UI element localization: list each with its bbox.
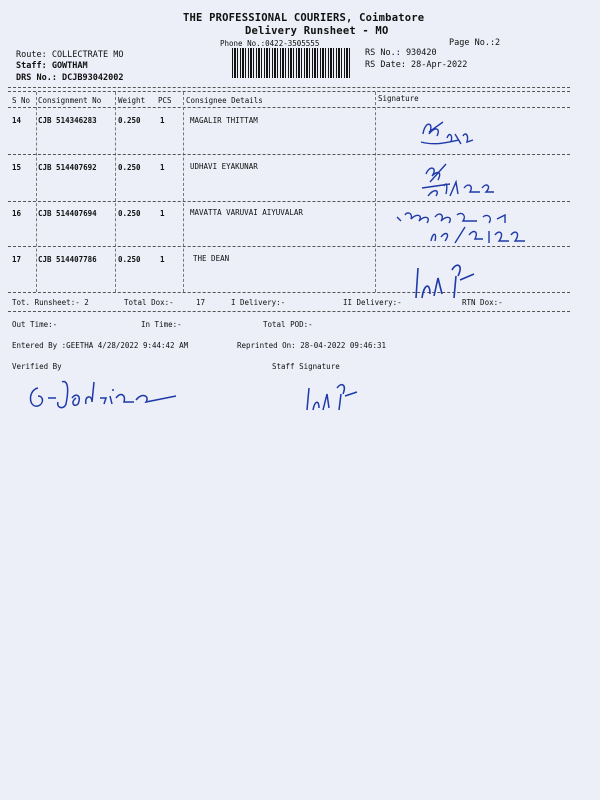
col-header-consignee: Consignee Details [186, 96, 263, 105]
col-divider [115, 92, 116, 292]
row-consignment: CJB 514407694 [38, 209, 97, 218]
verified-by-label: Verified By [12, 362, 62, 371]
row-consignment: CJB 514407786 [38, 255, 97, 264]
verified-by-signature [26, 374, 186, 418]
rs-number: RS No.: 930420 [365, 48, 437, 58]
col-divider [375, 92, 376, 292]
col-header-sno: S No [12, 96, 31, 105]
row-sno: 15 [12, 163, 22, 172]
company-name: THE PROFESSIONAL COURIERS, Coimbatore [183, 12, 425, 24]
row-consignee: THE DEAN [193, 254, 230, 263]
col-header-signature: Signature [378, 94, 419, 103]
row-sno: 17 [12, 255, 22, 264]
drs-number: DRS No.: DCJB93042002 [16, 73, 124, 83]
col-header-consignment: Consignment No [38, 96, 102, 105]
table-top-rule-2 [8, 91, 570, 92]
reprinted-on: Reprinted On: 28-04-2022 09:46:31 [237, 341, 387, 350]
row-pcs: 1 [160, 116, 165, 125]
route-label: Route: COLLECTRATE MO [16, 50, 124, 60]
row-sno: 16 [12, 209, 22, 218]
table-bottom-rule [8, 292, 570, 293]
i-delivery: I Delivery:- [231, 298, 286, 307]
barcode [232, 48, 352, 78]
staff-signature [305, 380, 365, 419]
summary-rule [8, 311, 570, 312]
col-divider [183, 92, 184, 292]
row-consignee: UDHAVI EYAKUNAR [190, 162, 258, 171]
row-weight: 0.250 [118, 255, 141, 264]
entered-by: Entered By :GEETHA 4/28/2022 9:44:42 AM [12, 341, 189, 350]
table-top-rule [8, 87, 570, 88]
row-consignee: MAGALIR THITTAM [190, 116, 258, 125]
phone-number: Phone No.:0422-3505555 [220, 39, 320, 48]
row-consignment: CJB 514407692 [38, 163, 97, 172]
signature-row-16 [393, 207, 533, 253]
col-header-weight: Weight [118, 96, 146, 105]
row-consignee: MAVATTA VARUVAI AIYUVALAR [190, 208, 303, 217]
row-weight: 0.250 [118, 163, 141, 172]
row-sno: 14 [12, 116, 22, 125]
signature-row-14 [415, 112, 485, 156]
row-pcs: 1 [160, 255, 165, 264]
row-consignment: CJB 514346283 [38, 116, 97, 125]
row-rule [8, 154, 570, 155]
ii-delivery: II Delivery:- [343, 298, 402, 307]
rtn-dox: RTN Dox:- [462, 298, 503, 307]
page-number: Page No.:2 [449, 38, 501, 48]
out-time: Out Time:- [12, 320, 58, 329]
col-divider [36, 92, 37, 292]
document-title: Delivery Runsheet - MO [245, 25, 389, 37]
table-header-rule [8, 107, 570, 108]
total-dox-label: Total Dox:- [124, 298, 174, 307]
row-weight: 0.250 [118, 209, 141, 218]
row-weight: 0.250 [118, 116, 141, 125]
rs-date: RS Date: 28-Apr-2022 [365, 60, 468, 70]
row-pcs: 1 [160, 163, 165, 172]
total-dox-value: 17 [196, 298, 206, 307]
in-time: In Time:- [141, 320, 182, 329]
row-pcs: 1 [160, 209, 165, 218]
total-pod: Total POD:- [263, 320, 313, 329]
staff-label: Staff: GOWTHAM [16, 61, 88, 71]
tot-runsheet: Tot. Runsheet:- 2 [12, 298, 89, 307]
staff-signature-label: Staff Signature [272, 362, 340, 371]
col-header-pcs: PCS [158, 96, 172, 105]
signature-row-15 [420, 160, 500, 204]
